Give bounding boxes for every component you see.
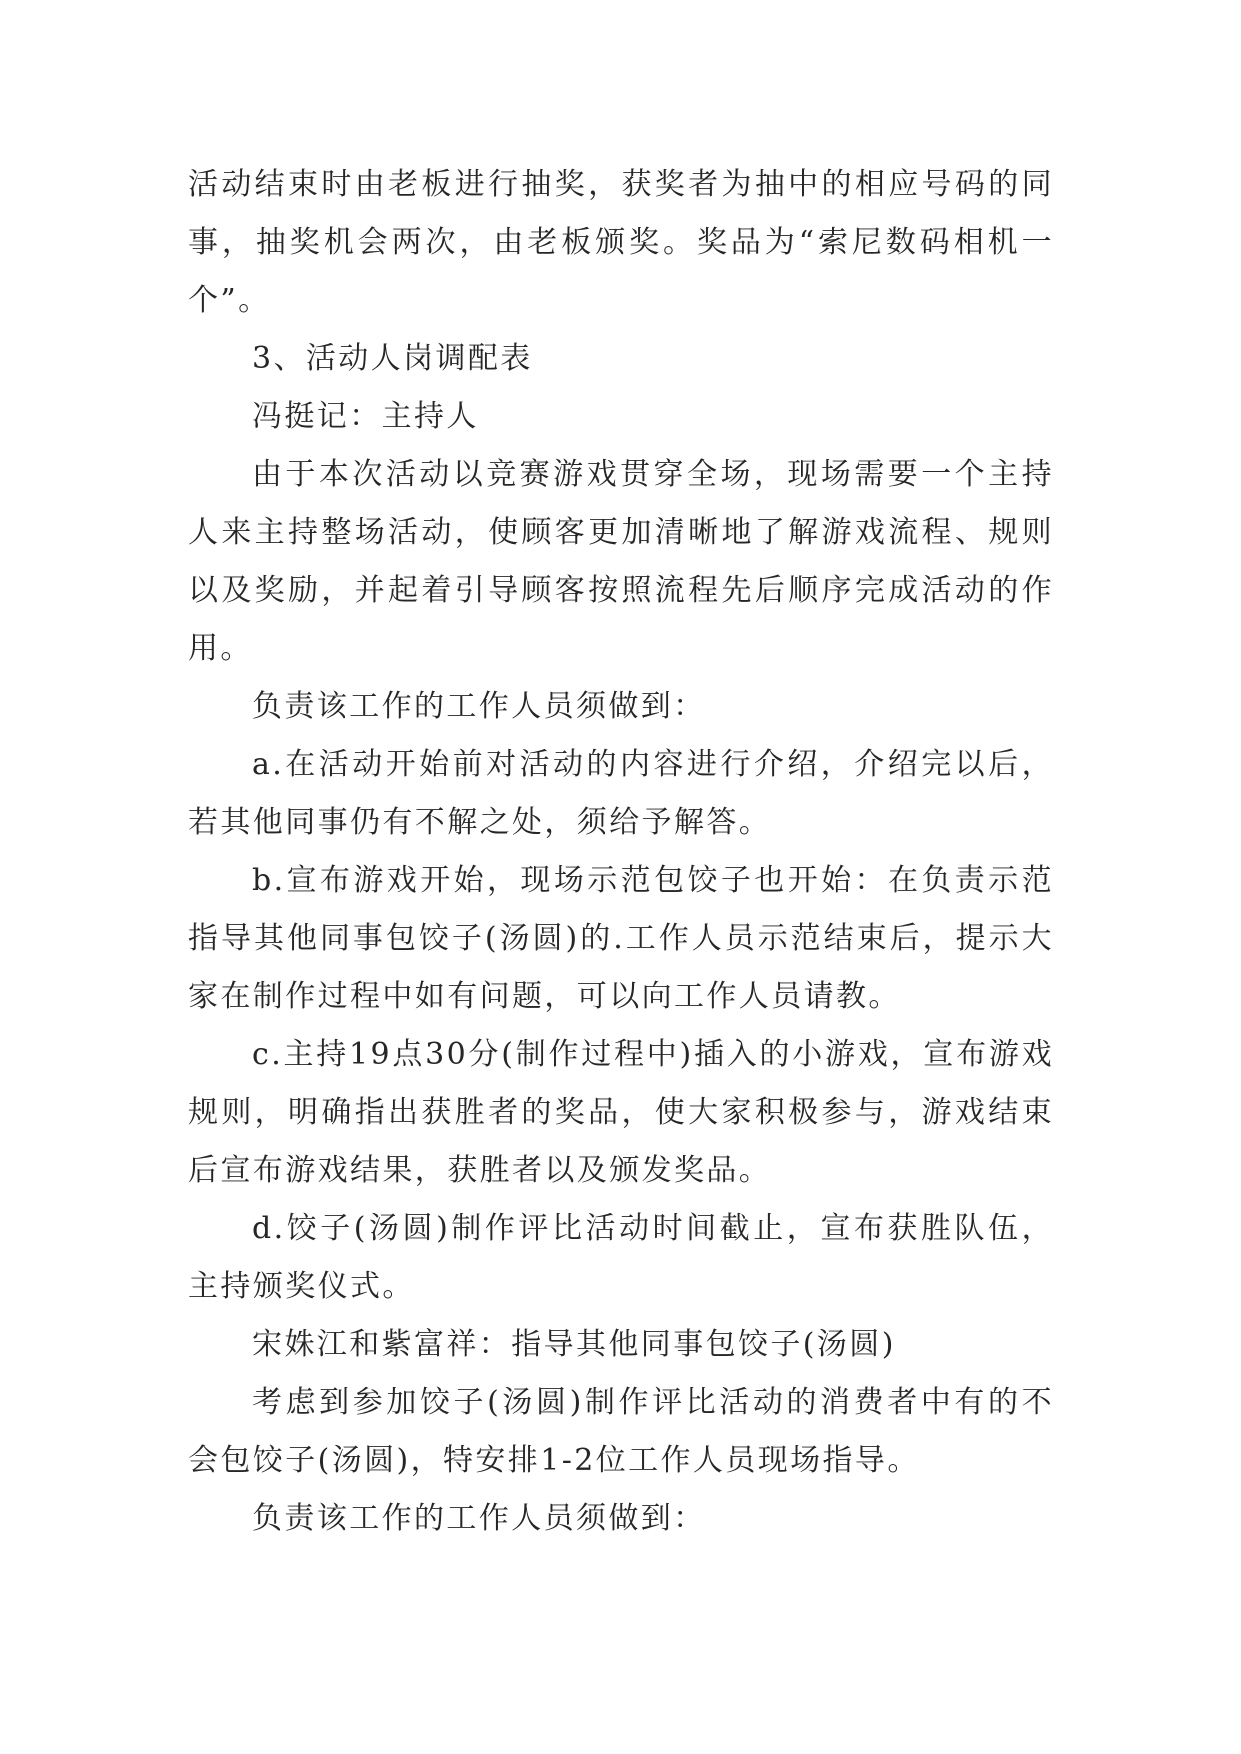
list-item-duty-d: d.饺子(汤圆)制作评比活动时间截止，宣布获胜队伍，主持颁奖仪式。 <box>188 1211 1054 1304</box>
paragraph-guide-description: 考虑到参加饺子(汤圆)制作评比活动的消费者中有的不会包饺子(汤圆)，特安排1-2位工作人员现场指导。 <box>188 1385 1054 1478</box>
paragraph-host-description: 由于本次活动以竞赛游戏贯穿全场，现场需要一个主持人来主持整场活动，使顾客更加清晰地了解游戏流程、规则以及奖励，并起着引导顾客按照流程先后顺序完成活动的作用。 <box>188 457 1054 666</box>
list-item-duty-a: a.在活动开始前对活动的内容进行介绍，介绍完以后，若其他同事仍有不解之处，须给予解答。 <box>188 747 1054 840</box>
paragraph-host-duties-intro: 负责该工作的工作人员须做到： <box>252 689 706 724</box>
paragraph-prize-draw: 活动结束时由老板进行抽奖，获奖者为抽中的相应号码的同事，抽奖机会两次，由老板颁奖。奖品为“索尼数码相机一个”。 <box>188 167 1054 318</box>
role-host-heading: 冯挺记：主持人 <box>252 399 479 434</box>
paragraph-guide-duties-intro: 负责该工作的工作人员须做到： <box>252 1501 706 1536</box>
list-item-duty-c: c.主持19点30分(制作过程中)插入的小游戏，宣布游戏规则，明确指出获胜者的奖品，使大家积极参与，游戏结束后宣布游戏结果，获胜者以及颁发奖品。 <box>188 1037 1054 1188</box>
document-body <box>188 156 1054 1548</box>
list-item-duty-b: b.宣布游戏开始，现场示范包饺子也开始：在负责示范指导其他同事包饺子(汤圆)的.工作人员示范结束后，提示大家在制作过程中如有问题，可以向工作人员请教。 <box>188 863 1054 1014</box>
role-guide-heading: 宋姝江和紫富祥：指导其他同事包饺子(汤圆) <box>252 1327 896 1362</box>
section-heading-staff-allocation: 3、活动人岗调配表 <box>252 341 533 376</box>
